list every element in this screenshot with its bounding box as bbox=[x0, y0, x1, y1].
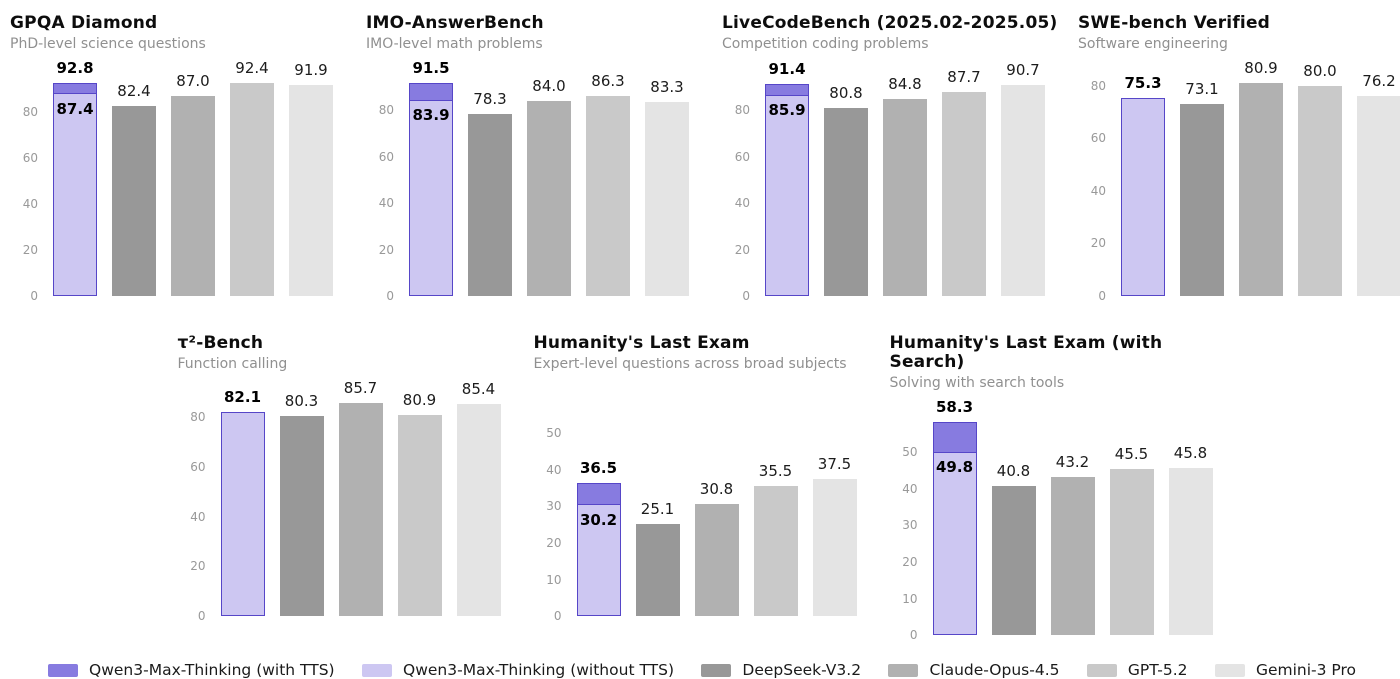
bar-fill-gpt-5-2 bbox=[586, 96, 630, 296]
bar-claude-opus-4-5 bbox=[1239, 59, 1283, 296]
bar-fill-claude-opus-4-5 bbox=[527, 101, 571, 296]
bar-gpt-5-2 bbox=[586, 66, 630, 296]
chart-panel-bench bbox=[170, 326, 519, 635]
bar-deepseek-v3-2 bbox=[468, 66, 512, 296]
bar-qwen3-max-thinking-stacked bbox=[53, 58, 97, 296]
bar-fill-claude-opus-4-5 bbox=[1051, 477, 1095, 635]
y-tick-label: 60 bbox=[734, 149, 750, 164]
bar-gemini-3-pro bbox=[457, 379, 501, 616]
panel-title: LiveCodeBench (2025.02-2025.05) bbox=[722, 13, 1058, 33]
y-tick-label: 20 bbox=[22, 243, 38, 257]
y-tick-label: 0 bbox=[1098, 289, 1106, 303]
bars-area bbox=[752, 59, 1059, 296]
panel-title: GPQA Diamond bbox=[10, 13, 158, 33]
bar-fill-deepseek-v3-2 bbox=[636, 524, 680, 616]
value-label: 91.9 bbox=[294, 60, 328, 79]
bar-fill-gpt-5-2 bbox=[1110, 469, 1154, 635]
panel-title: τ²-Bench bbox=[177, 333, 264, 353]
bar-fill-claude-opus-4-5 bbox=[695, 504, 739, 616]
bar-fill-gemini-3-pro bbox=[1001, 85, 1045, 296]
bar-fill-gemini-3-pro bbox=[289, 85, 333, 296]
bar-fill-qwen3-max-thinking bbox=[1121, 98, 1165, 296]
chart-panel-livecodebench-2025-02-2025-05 bbox=[714, 6, 1063, 303]
panel-subtitle: IMO-level math problems bbox=[366, 36, 543, 52]
y-axis-ticks bbox=[722, 66, 752, 303]
benchmark-row-bottom bbox=[0, 326, 1400, 642]
bar-segment-with-tts bbox=[934, 423, 976, 453]
y-tick-label: 10 bbox=[902, 591, 918, 606]
panel-subtitle: Competition coding problems bbox=[722, 36, 929, 52]
legend-swatch-icon bbox=[888, 664, 918, 677]
bar-fill-claude-opus-4-5 bbox=[883, 99, 927, 296]
bar-gemini-3-pro bbox=[1001, 61, 1045, 296]
bar-gemini-3-pro bbox=[645, 66, 689, 296]
bar-qwen3-max-thinking bbox=[1121, 66, 1165, 296]
value-label: 80.9 bbox=[1244, 59, 1278, 78]
legend-label: GPT-5.2 bbox=[1127, 661, 1188, 679]
y-tick-label: 0 bbox=[742, 289, 750, 303]
bar-fill-gemini-3-pro bbox=[457, 404, 501, 616]
bar-gemini-3-pro bbox=[813, 386, 857, 616]
value-label: 45.8 bbox=[1173, 443, 1208, 462]
legend-label: DeepSeek-V3.2 bbox=[742, 661, 862, 679]
y-tick-label: 50 bbox=[546, 426, 562, 441]
bar-gpt-5-2 bbox=[398, 386, 442, 616]
y-tick-label: 60 bbox=[378, 149, 394, 164]
value-label: 84.8 bbox=[888, 75, 922, 93]
y-tick-label: 20 bbox=[378, 242, 394, 257]
bar-fill-gemini-3-pro bbox=[1357, 96, 1400, 296]
plot-area bbox=[178, 378, 515, 623]
value-label: 87.7 bbox=[947, 68, 981, 87]
bar-fill-gpt-5-2 bbox=[942, 92, 986, 296]
bars-area bbox=[920, 398, 1227, 635]
legend-swatch-icon bbox=[701, 664, 731, 677]
bar-qwen3-max-thinking-stacked bbox=[409, 59, 453, 296]
value-label: 87.0 bbox=[176, 71, 210, 90]
value-label: 49.8 bbox=[935, 458, 974, 477]
value-label: 92.4 bbox=[235, 59, 269, 78]
bar-fill-claude-opus-4-5 bbox=[171, 96, 215, 296]
legend-item-qwen3-max-thinking-without-tts bbox=[362, 661, 674, 679]
value-label: 36.5 bbox=[579, 458, 618, 477]
bar-qwen3-max-thinking-stacked bbox=[933, 398, 977, 635]
chart-panel-gpqa-diamond bbox=[2, 6, 351, 303]
value-label: 84.0 bbox=[532, 76, 566, 95]
y-tick-label: 60 bbox=[190, 459, 206, 474]
legend-swatch-icon bbox=[1215, 664, 1245, 677]
y-axis-ticks bbox=[10, 66, 40, 303]
value-label: 25.1 bbox=[640, 500, 675, 519]
panel-subtitle: Software engineering bbox=[1078, 36, 1228, 52]
bar-fill-deepseek-v3-2 bbox=[824, 108, 868, 296]
bar-qwen3-max-thinking-stacked bbox=[765, 59, 809, 296]
y-axis-ticks bbox=[1078, 66, 1108, 303]
bar-gpt-5-2 bbox=[1110, 405, 1154, 635]
y-tick-label: 30 bbox=[546, 499, 562, 514]
legend-label: Qwen3-Max-Thinking (without TTS) bbox=[403, 661, 674, 679]
y-tick-label: 20 bbox=[190, 559, 206, 574]
legend-swatch-icon bbox=[48, 664, 78, 677]
y-tick-label: 40 bbox=[378, 196, 394, 211]
panel-title: IMO-AnswerBench bbox=[366, 13, 544, 33]
bar-gpt-5-2 bbox=[942, 66, 986, 296]
plot-area bbox=[366, 59, 703, 303]
value-label: 80.8 bbox=[829, 84, 863, 103]
y-axis-ticks bbox=[534, 386, 564, 623]
chart-panel-humanity-s-last-exam bbox=[526, 326, 875, 635]
value-label: 83.9 bbox=[412, 106, 450, 125]
y-tick-label: 10 bbox=[546, 572, 562, 587]
value-label: 45.5 bbox=[1114, 444, 1149, 463]
bar-fill-gpt-5-2 bbox=[1298, 86, 1342, 296]
panel-title: Humanity's Last Exam bbox=[533, 333, 750, 353]
value-label: 58.3 bbox=[935, 398, 974, 417]
y-tick-label: 60 bbox=[1090, 131, 1106, 146]
chart-panel-swe-bench-verified bbox=[1070, 6, 1400, 303]
bar-fill-deepseek-v3-2 bbox=[468, 114, 512, 296]
bar-fill-claude-opus-4-5 bbox=[1239, 83, 1283, 296]
plot-area bbox=[890, 398, 1227, 642]
value-label: 82.4 bbox=[117, 82, 151, 101]
bar-deepseek-v3-2 bbox=[824, 66, 868, 296]
y-tick-label: 80 bbox=[1090, 78, 1106, 93]
bar-qwen3-max-thinking-stacked bbox=[577, 386, 621, 616]
y-tick-label: 0 bbox=[909, 628, 918, 642]
value-label: 30.8 bbox=[699, 479, 734, 498]
bar-deepseek-v3-2 bbox=[1180, 66, 1224, 296]
bar-qwen3-max-thinking bbox=[221, 386, 265, 616]
panel-subtitle: Solving with search tools bbox=[889, 375, 1065, 391]
legend-label: Claude-Opus-4.5 bbox=[929, 661, 1060, 679]
value-label: 75.3 bbox=[1124, 74, 1162, 93]
bar-segment-with-tts bbox=[54, 84, 96, 95]
y-tick-label: 20 bbox=[734, 242, 750, 257]
legend-swatch-icon bbox=[1087, 664, 1117, 677]
y-axis-ticks bbox=[890, 405, 920, 642]
plot-area bbox=[534, 386, 871, 623]
y-tick-label: 0 bbox=[197, 609, 206, 623]
bar-deepseek-v3-2 bbox=[280, 386, 324, 616]
value-label: 37.5 bbox=[817, 455, 852, 474]
bars-area bbox=[396, 59, 703, 296]
bar-fill-gpt-5-2 bbox=[398, 415, 442, 616]
y-tick-label: 0 bbox=[386, 289, 394, 303]
legend-item-deepseek-v3-2 bbox=[701, 661, 861, 679]
bar-claude-opus-4-5 bbox=[1051, 405, 1095, 635]
value-label: 85.9 bbox=[768, 101, 806, 120]
bar-claude-opus-4-5 bbox=[339, 378, 383, 616]
value-label: 91.5 bbox=[412, 59, 450, 78]
bar-claude-opus-4-5 bbox=[883, 66, 927, 296]
y-tick-label: 20 bbox=[902, 554, 918, 569]
panel-subtitle: Function calling bbox=[177, 356, 288, 372]
bar-fill-gpt-5-2 bbox=[754, 486, 798, 616]
y-tick-label: 0 bbox=[30, 289, 38, 303]
value-label: 85.4 bbox=[461, 379, 496, 398]
value-label: 43.2 bbox=[1055, 453, 1090, 472]
chart-panel-humanity-s-last-exam-with-search bbox=[882, 326, 1231, 642]
value-label: 78.3 bbox=[473, 90, 507, 109]
bar-claude-opus-4-5 bbox=[695, 386, 739, 616]
bars-area bbox=[564, 386, 871, 616]
y-axis-ticks bbox=[178, 386, 208, 623]
bar-fill-claude-opus-4-5 bbox=[339, 403, 383, 616]
bar-fill-without-tts bbox=[933, 422, 977, 635]
bar-segment-with-tts bbox=[766, 85, 808, 96]
y-tick-label: 40 bbox=[22, 197, 38, 211]
y-tick-label: 60 bbox=[22, 151, 38, 165]
bar-deepseek-v3-2 bbox=[112, 66, 156, 296]
benchmark-row-top bbox=[0, 0, 1400, 303]
value-label: 85.7 bbox=[343, 378, 378, 397]
y-axis-ticks bbox=[366, 66, 396, 303]
legend-item-gpt-5-2 bbox=[1087, 661, 1188, 679]
y-tick-label: 20 bbox=[546, 535, 562, 550]
bar-deepseek-v3-2 bbox=[636, 386, 680, 616]
bar-segment-with-tts bbox=[578, 484, 620, 506]
plot-area bbox=[722, 59, 1059, 303]
bars-area bbox=[1108, 59, 1400, 296]
y-tick-label: 40 bbox=[1090, 183, 1106, 198]
y-tick-label: 30 bbox=[902, 518, 918, 533]
bar-gemini-3-pro bbox=[289, 60, 333, 296]
value-label: 76.2 bbox=[1362, 71, 1396, 90]
panel-subtitle: Expert-level questions across broad subjects bbox=[533, 356, 847, 372]
plot-area bbox=[10, 58, 347, 303]
legend-swatch-icon bbox=[362, 664, 392, 677]
bar-fill-gpt-5-2 bbox=[230, 83, 274, 296]
value-label: 73.1 bbox=[1185, 79, 1219, 98]
value-label: 92.8 bbox=[56, 58, 94, 77]
legend-item-qwen3-max-thinking-with-tts bbox=[48, 661, 335, 679]
panel-subtitle: PhD-level science questions bbox=[10, 36, 206, 52]
value-label: 80.9 bbox=[402, 390, 437, 409]
bars-area bbox=[208, 378, 515, 616]
bar-fill-deepseek-v3-2 bbox=[280, 416, 324, 616]
value-label: 90.7 bbox=[1006, 61, 1040, 80]
bar-gemini-3-pro bbox=[1169, 405, 1213, 635]
y-tick-label: 50 bbox=[902, 445, 918, 460]
value-label: 35.5 bbox=[758, 462, 793, 481]
y-tick-label: 0 bbox=[553, 609, 562, 623]
bar-fill-deepseek-v3-2 bbox=[1180, 104, 1224, 296]
bar-gpt-5-2 bbox=[754, 386, 798, 616]
legend bbox=[48, 661, 1356, 679]
value-label: 40.8 bbox=[996, 462, 1031, 481]
value-label: 82.1 bbox=[223, 387, 262, 406]
value-label: 86.3 bbox=[591, 71, 625, 90]
legend-label: Qwen3-Max-Thinking (with TTS) bbox=[89, 661, 335, 679]
bar-gpt-5-2 bbox=[1298, 61, 1342, 296]
legend-item-gemini-3-pro bbox=[1215, 661, 1356, 679]
y-tick-label: 80 bbox=[378, 103, 394, 118]
y-tick-label: 40 bbox=[734, 196, 750, 211]
bar-fill-gemini-3-pro bbox=[1169, 468, 1213, 635]
bar-claude-opus-4-5 bbox=[527, 66, 571, 296]
bar-fill-deepseek-v3-2 bbox=[992, 486, 1036, 635]
panel-title: Humanity's Last Exam (with Search) bbox=[889, 333, 1163, 372]
value-label: 83.3 bbox=[650, 78, 684, 97]
bar-fill-without-tts bbox=[577, 483, 621, 616]
value-label: 80.3 bbox=[284, 392, 319, 411]
bar-fill-gemini-3-pro bbox=[645, 102, 689, 296]
y-tick-label: 80 bbox=[190, 410, 206, 425]
legend-item-claude-opus-4-5 bbox=[888, 661, 1059, 679]
bar-deepseek-v3-2 bbox=[992, 405, 1036, 635]
legend-label: Gemini-3 Pro bbox=[1255, 661, 1356, 679]
bar-fill-deepseek-v3-2 bbox=[112, 106, 156, 296]
y-tick-label: 40 bbox=[546, 462, 562, 477]
y-tick-label: 40 bbox=[190, 509, 206, 524]
bar-claude-opus-4-5 bbox=[171, 66, 215, 296]
panel-title: SWE-bench Verified bbox=[1078, 13, 1271, 33]
bar-gemini-3-pro bbox=[1357, 66, 1400, 296]
bar-fill-gemini-3-pro bbox=[813, 479, 857, 616]
y-tick-label: 80 bbox=[22, 105, 38, 119]
value-label: 30.2 bbox=[579, 510, 618, 529]
bar-fill-qwen3-max-thinking bbox=[221, 412, 265, 616]
value-label: 87.4 bbox=[56, 99, 94, 118]
chart-panel-imo-answerbench bbox=[358, 6, 707, 303]
y-tick-label: 80 bbox=[734, 103, 750, 118]
y-tick-label: 20 bbox=[1090, 236, 1106, 251]
value-label: 91.4 bbox=[768, 59, 806, 78]
y-tick-label: 40 bbox=[902, 481, 918, 496]
plot-area bbox=[1078, 59, 1400, 303]
bar-segment-with-tts bbox=[410, 84, 452, 100]
value-label: 80.0 bbox=[1303, 61, 1337, 80]
bars-area bbox=[40, 58, 347, 296]
bar-gpt-5-2 bbox=[230, 59, 274, 296]
